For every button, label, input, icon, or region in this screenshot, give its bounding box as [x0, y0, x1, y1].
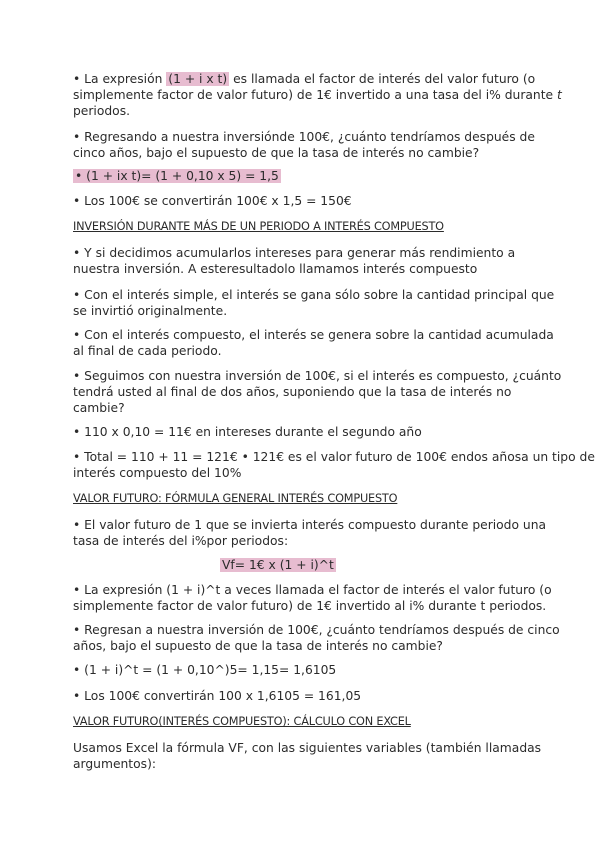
- paragraph-total-line1: • Total = 110 + 11 = 121€ • 121€ es el valor futuro de 100€ endos añosa un tipo de: [73, 450, 595, 464]
- paragraph-compound-line1: • Con el interés compuesto, el interés se genera sobre la cantidad acumulada: [73, 328, 554, 342]
- paragraph-return-line2: cinco años, bajo el supuesto de que la tasa de interés no cambie?: [73, 146, 480, 160]
- paragraph-factor-line1: • La expresión (1 + i)^t a veces llamada el factor de interés el valor futuro (o: [73, 583, 552, 597]
- paragraph-return-again-line1: • Regresan a nuestra inversión de 100€, ¿cuánto tendríamos después de cinco: [73, 623, 560, 637]
- paragraph-return-line1: • Regresando a nuestra inversiónde 100€, ¿cuánto tendríamos después de: [73, 130, 535, 144]
- paragraph-total-line2: interés compuesto del 10%: [73, 466, 242, 480]
- text: es llamada el factor de interés del valor futuro (o: [229, 72, 536, 86]
- paragraph-excel-line2: argumentos):: [73, 757, 157, 771]
- paragraph-follow-line1: • Seguimos con nuestra inversión de 100€, si el interés es compuesto, ¿cuánto: [73, 369, 562, 383]
- paragraph-expression-line2: [73, 87, 562, 103]
- paragraph-factor-line2: simplemente factor de valor futuro) de 1€ invertido al i% durante t periodos.: [73, 599, 547, 613]
- paragraph-compound-line2: al final de cada periodo.: [73, 344, 222, 358]
- highlighted-formula: (1 + i x t): [168, 72, 228, 86]
- result-simple-interest: • Los 100€ se convertirán 100€ x 1,5 = 150€: [73, 194, 352, 208]
- paragraph-excel-line1: Usamos Excel la fórmula VF, con las siguientes variables (también llamadas: [73, 741, 542, 755]
- paragraph-simple-line2: se invirtió originalmente.: [73, 304, 228, 318]
- paragraph-accumulate-line2: nuestra inversión. A esteresultadolo llamamos interés compuesto: [73, 262, 478, 276]
- calc-compound-factor: • (1 + i)^t = (1 + 0,10^)5= 1,15= 1,6105: [73, 663, 337, 677]
- formula-simple-interest: [73, 168, 281, 184]
- section-heading-future-value: VALOR FUTURO: FÓRMULA GENERAL INTERÉS COMPUESTO: [73, 492, 398, 505]
- text: simplemente factor de valor futuro) de 1€ invertido a una tasa del i% durante: [73, 88, 557, 102]
- paragraph-future-value-line2: tasa de interés del i%por periodos:: [73, 534, 289, 548]
- paragraph-expression-line3: periodos.: [73, 104, 131, 118]
- formula-future-value: [220, 557, 336, 573]
- result-compound: • Los 100€ convertirán 100 x 1,6105 = 161,05: [73, 689, 362, 703]
- paragraph-future-value-line1: • El valor futuro de 1 que se invierta interés compuesto durante periodo una: [73, 518, 547, 532]
- variable-t: t: [557, 88, 562, 102]
- paragraph-return-again-line2: años, bajo el supuesto de que la tasa de interés no cambie?: [73, 639, 443, 653]
- paragraph-expression-line1: [73, 71, 535, 87]
- paragraph-simple-line1: • Con el interés simple, el interés se gana sólo sobre la cantidad principal que: [73, 288, 555, 302]
- paragraph-follow-line2: tendrá usted al final de dos años, suponiendo que la tasa de interés no: [73, 385, 512, 399]
- paragraph-follow-line3: cambie?: [73, 401, 125, 415]
- section-heading-compound: INVERSIÓN DURANTE MÁS DE UN PERIODO A INTERÉS COMPUESTO: [73, 220, 444, 233]
- section-heading-excel: VALOR FUTURO(INTERÉS COMPUESTO): CÁLCULO CON EXCEL: [73, 715, 411, 728]
- highlighted-formula: • (1 + ix t)= (1 + 0,10 x 5) = 1,5: [75, 169, 279, 183]
- highlighted-formula: Vf= 1€ x (1 + i)^t: [222, 558, 334, 572]
- calc-second-year: • 110 x 0,10 = 11€ en intereses durante el segundo año: [73, 425, 422, 439]
- text: • La expresión: [73, 72, 167, 86]
- paragraph-accumulate-line1: • Y si decidimos acumularlos intereses para generar más rendimiento a: [73, 246, 516, 260]
